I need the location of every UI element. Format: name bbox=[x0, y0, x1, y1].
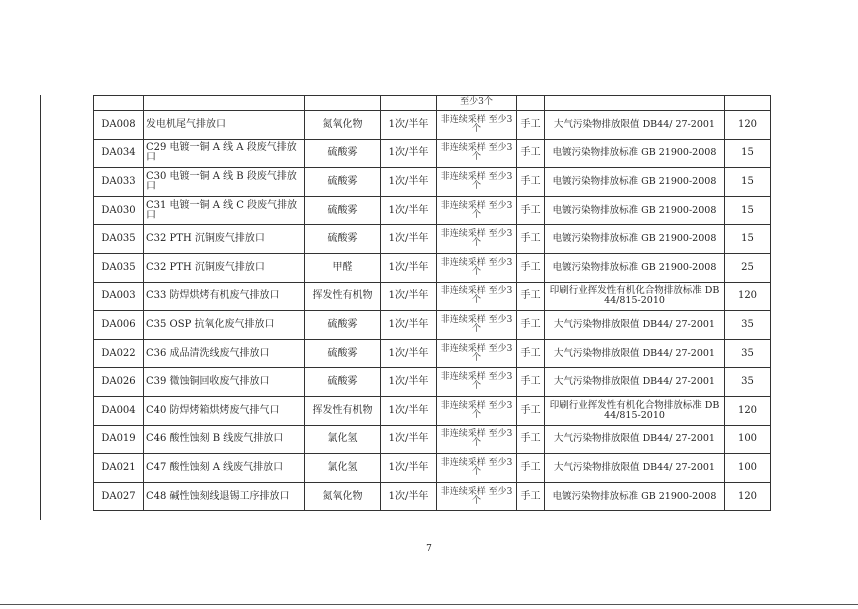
cell-pollutant: 硫酸雾 bbox=[305, 339, 381, 368]
cell-method: 手工 bbox=[517, 139, 545, 168]
cell-limit: 120 bbox=[725, 396, 771, 425]
cell-pollutant: 硫酸雾 bbox=[305, 168, 381, 197]
cell-pollutant: 氮氧化物 bbox=[305, 111, 381, 140]
cell-interval: 1次/半年 bbox=[381, 396, 437, 425]
cell-frequency: 至少3个 bbox=[437, 96, 517, 111]
cell-id: DA026 bbox=[94, 368, 144, 397]
cell-standard: 电镀污染物排放标准 GB 21900-2008 bbox=[545, 168, 725, 197]
cell-frequency: 非连续采样 至少3个 bbox=[437, 311, 517, 340]
cell-name: 发电机尾气排放口 bbox=[144, 111, 305, 140]
cell-standard: 电镀污染物排放标准 GB 21900-2008 bbox=[545, 225, 725, 254]
cell-interval: 1次/半年 bbox=[381, 339, 437, 368]
cell-standard: 大气污染物排放限值 DB44/ 27-2001 bbox=[545, 311, 725, 340]
cell-frequency: 非连续采样 至少3个 bbox=[437, 339, 517, 368]
left-border-line bbox=[40, 95, 41, 520]
cell-method: 手工 bbox=[517, 482, 545, 511]
cell-interval bbox=[381, 96, 437, 111]
cell-limit: 15 bbox=[725, 139, 771, 168]
cell-interval: 1次/半年 bbox=[381, 253, 437, 282]
cell-limit bbox=[725, 96, 771, 111]
cell-name: C46 酸性蚀刻 B 线废气排放口 bbox=[144, 425, 305, 454]
table-row bbox=[94, 139, 771, 168]
cell-name: C32 PTH 沉铜废气排放口 bbox=[144, 253, 305, 282]
cell-method: 手工 bbox=[517, 168, 545, 197]
cell-pollutant: 挥发性有机物 bbox=[305, 282, 381, 311]
cell-frequency: 非连续采样 至少3个 bbox=[437, 368, 517, 397]
cell-limit: 35 bbox=[725, 339, 771, 368]
table-row-continued bbox=[94, 96, 771, 111]
table-row bbox=[94, 454, 771, 483]
cell-standard: 大气污染物排放限值 DB44/ 27-2001 bbox=[545, 111, 725, 140]
cell-method: 手工 bbox=[517, 311, 545, 340]
table-row bbox=[94, 111, 771, 140]
cell-method: 手工 bbox=[517, 454, 545, 483]
cell-id: DA019 bbox=[94, 425, 144, 454]
cell-method: 手工 bbox=[517, 111, 545, 140]
cell-id: DA030 bbox=[94, 196, 144, 225]
cell-method: 手工 bbox=[517, 396, 545, 425]
cell-pollutant: 氮氧化物 bbox=[305, 482, 381, 511]
cell-standard: 电镀污染物排放标准 GB 21900-2008 bbox=[545, 253, 725, 282]
table-row bbox=[94, 168, 771, 197]
cell-frequency: 非连续采样 至少3个 bbox=[437, 196, 517, 225]
cell-standard: 大气污染物排放限值 DB44/ 27-2001 bbox=[545, 425, 725, 454]
cell-limit: 35 bbox=[725, 368, 771, 397]
cell-pollutant: 硫酸雾 bbox=[305, 225, 381, 254]
cell-standard: 大气污染物排放限值 DB44/ 27-2001 bbox=[545, 339, 725, 368]
bottom-scan-line bbox=[0, 604, 858, 605]
cell-interval: 1次/半年 bbox=[381, 368, 437, 397]
cell-name: C30 电镀一铜 A 线 B 段废气排放口 bbox=[144, 168, 305, 197]
cell-standard: 电镀污染物排放标准 GB 21900-2008 bbox=[545, 139, 725, 168]
cell-frequency: 非连续采样 至少3个 bbox=[437, 111, 517, 140]
cell-id: DA006 bbox=[94, 311, 144, 340]
cell-limit: 120 bbox=[725, 482, 771, 511]
cell-interval: 1次/半年 bbox=[381, 111, 437, 140]
cell-id: DA035 bbox=[94, 225, 144, 254]
cell-pollutant: 硫酸雾 bbox=[305, 139, 381, 168]
cell-interval: 1次/半年 bbox=[381, 282, 437, 311]
page-number: 7 bbox=[426, 544, 432, 554]
cell-method: 手工 bbox=[517, 253, 545, 282]
cell-limit: 15 bbox=[725, 168, 771, 197]
cell-method bbox=[517, 96, 545, 111]
cell-frequency: 非连续采样 至少3个 bbox=[437, 168, 517, 197]
cell-standard bbox=[545, 96, 725, 111]
cell-standard: 电镀污染物排放标准 GB 21900-2008 bbox=[545, 196, 725, 225]
cell-id: DA021 bbox=[94, 454, 144, 483]
table-row bbox=[94, 396, 771, 425]
cell-name: C32 PTH 沉铜废气排放口 bbox=[144, 225, 305, 254]
cell-pollutant: 甲醛 bbox=[305, 253, 381, 282]
cell-name: C33 防焊烘烤有机废气排放口 bbox=[144, 282, 305, 311]
cell-limit: 120 bbox=[725, 282, 771, 311]
cell-name: C39 微蚀铜回收废气排放口 bbox=[144, 368, 305, 397]
cell-method: 手工 bbox=[517, 425, 545, 454]
cell-name: C36 成品清洗线废气排放口 bbox=[144, 339, 305, 368]
cell-frequency: 非连续采样 至少3个 bbox=[437, 225, 517, 254]
table-body bbox=[94, 96, 771, 511]
cell-frequency: 非连续采样 至少3个 bbox=[437, 139, 517, 168]
table-row bbox=[94, 282, 771, 311]
cell-interval: 1次/半年 bbox=[381, 168, 437, 197]
cell-id: DA034 bbox=[94, 139, 144, 168]
cell-name: C35 OSP 抗氧化废气排放口 bbox=[144, 311, 305, 340]
cell-name: C31 电镀一铜 A 线 C 段废气排放口 bbox=[144, 196, 305, 225]
cell-frequency: 非连续采样 至少3个 bbox=[437, 454, 517, 483]
cell-frequency: 非连续采样 至少3个 bbox=[437, 282, 517, 311]
cell-standard: 印刷行业挥发性有机化合物排放标准 DB44/815-2010 bbox=[545, 282, 725, 311]
table-row bbox=[94, 368, 771, 397]
cell-interval: 1次/半年 bbox=[381, 225, 437, 254]
table-row bbox=[94, 225, 771, 254]
cell-standard: 大气污染物排放限值 DB44/ 27-2001 bbox=[545, 368, 725, 397]
cell-method: 手工 bbox=[517, 196, 545, 225]
cell-standard: 电镀污染物排放标准 GB 21900-2008 bbox=[545, 482, 725, 511]
cell-method: 手工 bbox=[517, 225, 545, 254]
cell-interval: 1次/半年 bbox=[381, 425, 437, 454]
cell-pollutant: 挥发性有机物 bbox=[305, 396, 381, 425]
cell-interval: 1次/半年 bbox=[381, 454, 437, 483]
monitoring-table-container bbox=[93, 95, 771, 511]
cell-id: DA027 bbox=[94, 482, 144, 511]
cell-method: 手工 bbox=[517, 339, 545, 368]
table-row bbox=[94, 253, 771, 282]
cell-id: DA004 bbox=[94, 396, 144, 425]
cell-id: DA035 bbox=[94, 253, 144, 282]
cell-standard: 印刷行业挥发性有机化合物排放标准 DB44/815-2010 bbox=[545, 396, 725, 425]
cell-id: DA003 bbox=[94, 282, 144, 311]
table-row bbox=[94, 482, 771, 511]
cell-id bbox=[94, 96, 144, 111]
cell-name: C29 电镀一铜 A 线 A 段废气排放口 bbox=[144, 139, 305, 168]
cell-frequency: 非连续采样 至少3个 bbox=[437, 482, 517, 511]
cell-method: 手工 bbox=[517, 368, 545, 397]
cell-interval: 1次/半年 bbox=[381, 196, 437, 225]
table-row bbox=[94, 339, 771, 368]
cell-frequency: 非连续采样 至少3个 bbox=[437, 425, 517, 454]
monitoring-table bbox=[93, 95, 771, 511]
cell-limit: 15 bbox=[725, 196, 771, 225]
table-row bbox=[94, 425, 771, 454]
cell-id: DA008 bbox=[94, 111, 144, 140]
cell-pollutant: 氯化氢 bbox=[305, 454, 381, 483]
cell-limit: 100 bbox=[725, 454, 771, 483]
cell-id: DA033 bbox=[94, 168, 144, 197]
table-row bbox=[94, 196, 771, 225]
cell-limit: 15 bbox=[725, 225, 771, 254]
cell-pollutant: 硫酸雾 bbox=[305, 311, 381, 340]
cell-pollutant bbox=[305, 96, 381, 111]
cell-frequency: 非连续采样 至少3个 bbox=[437, 396, 517, 425]
cell-name: C47 酸性蚀刻 A 线废气排放口 bbox=[144, 454, 305, 483]
cell-limit: 100 bbox=[725, 425, 771, 454]
cell-name: C48 碱性蚀刻线退锡工序排放口 bbox=[144, 482, 305, 511]
cell-limit: 25 bbox=[725, 253, 771, 282]
cell-name bbox=[144, 96, 305, 111]
cell-name: C40 防焊烤箱烘烤废气排气口 bbox=[144, 396, 305, 425]
cell-frequency: 非连续采样 至少3个 bbox=[437, 253, 517, 282]
cell-standard: 大气污染物排放限值 DB44/ 27-2001 bbox=[545, 454, 725, 483]
cell-pollutant: 氯化氢 bbox=[305, 425, 381, 454]
cell-pollutant: 硫酸雾 bbox=[305, 196, 381, 225]
cell-limit: 120 bbox=[725, 111, 771, 140]
cell-interval: 1次/半年 bbox=[381, 482, 437, 511]
cell-interval: 1次/半年 bbox=[381, 139, 437, 168]
cell-interval: 1次/半年 bbox=[381, 311, 437, 340]
cell-pollutant: 硫酸雾 bbox=[305, 368, 381, 397]
cell-limit: 35 bbox=[725, 311, 771, 340]
cell-id: DA022 bbox=[94, 339, 144, 368]
table-row bbox=[94, 311, 771, 340]
cell-method: 手工 bbox=[517, 282, 545, 311]
